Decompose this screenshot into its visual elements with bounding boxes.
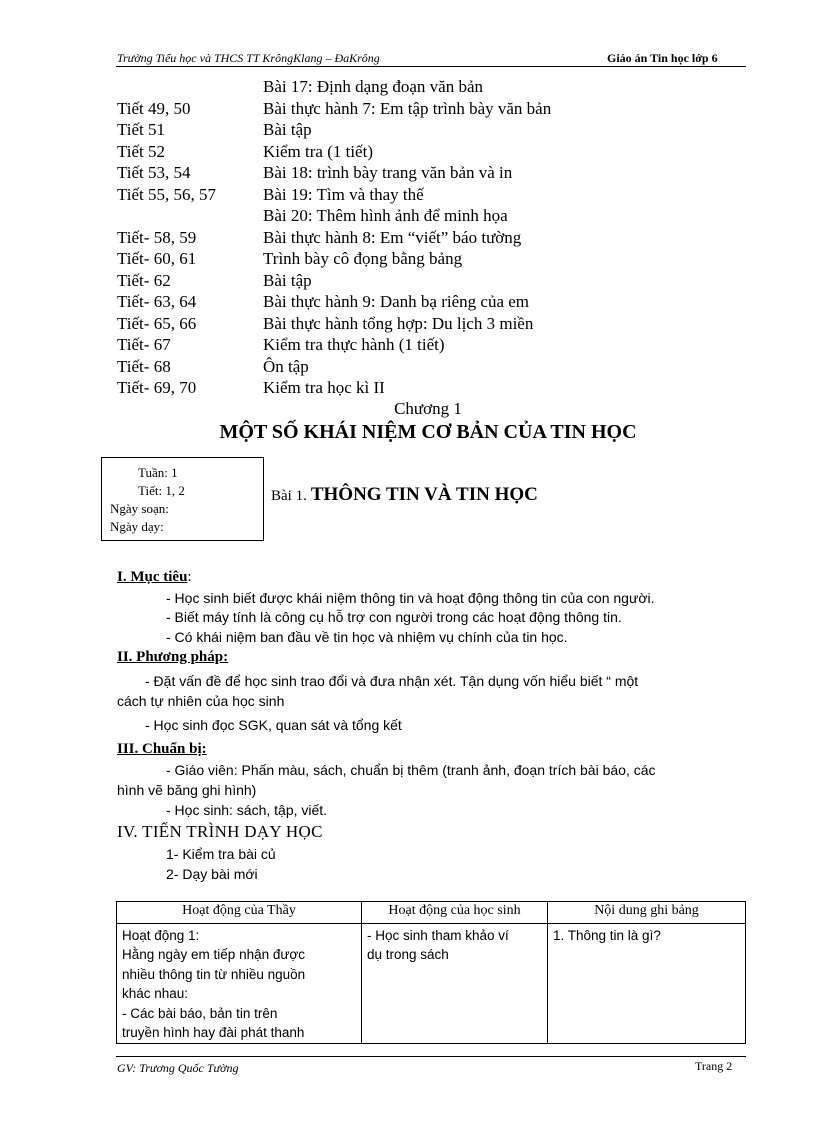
student-activity-cell: - Học sinh tham khảo ví dụ trong sách: [362, 924, 548, 1044]
board-content-cell: 1. Thông tin là gì?: [548, 924, 746, 1044]
section-method-heading: II. Phương pháp:: [117, 649, 229, 665]
table-row: [117, 924, 746, 1044]
lesson-info-box: [101, 457, 264, 541]
prep-teacher-line2: hình vẽ băng ghi hình): [117, 782, 257, 798]
objective-item: - Có khái niệm ban đầu về tin học và nhiệm vụ chính của tin học.: [166, 629, 568, 645]
chapter-title: MỘT SỐ KHÁI NIỆM CƠ BẢN CỦA TIN HỌC: [219, 421, 637, 443]
process-step: 1- Kiểm tra bài củ: [166, 846, 276, 862]
table-header-row: [117, 902, 746, 924]
col-header-board: Nội dung ghi bảng: [548, 902, 746, 924]
objective-item: - Học sinh biết được khái niệm thông tin và hoạt động thông tin của con người.: [166, 590, 655, 606]
footer-rule: [116, 1056, 746, 1057]
col-header-student: Hoạt động của học sinh: [362, 902, 548, 924]
prep-teacher-line1: - Giáo viên: Phấn màu, sách, chuẩn bị thêm (tranh ảnh, đoạn trích bài báo, các: [166, 762, 656, 778]
footer-page-number: Trang 2: [695, 1059, 733, 1073]
process-step: 2- Dạy bài mới: [166, 866, 258, 882]
lesson-plan-table: [116, 901, 746, 1044]
section-objectives-heading: I. Mục tiêu:: [117, 569, 192, 585]
method-para1-line2: cách tự nhiên của học sinh: [117, 693, 285, 709]
prep-date-label: Ngày soạn:: [110, 501, 169, 516]
lesson-prefix: Bài 1.: [271, 488, 307, 504]
period-label: Tiết: 1, 2: [138, 483, 185, 498]
header-school: Trường Tiểu học và THCS TT KrôngKlang – ĐaKrông: [117, 51, 380, 65]
week-label: Tuần: 1: [138, 465, 178, 480]
section-preparation-heading: III. Chuẩn bị:: [117, 741, 207, 757]
header-subject: Giáo án Tin học lớp 6: [607, 51, 718, 65]
col-header-teacher: Hoạt động của Thầy: [117, 902, 362, 924]
lesson-title: THÔNG TIN VÀ TIN HỌC: [310, 484, 538, 505]
objective-item: - Biết máy tính là công cụ hỗ trợ con người trong các hoạt động thông tin.: [166, 609, 622, 625]
chapter-number: Chương 1: [394, 399, 462, 418]
method-para1-line1: - Đặt vấn đề để học sinh trao đổi và đưa nhận xét. Tận dụng vốn hiểu biết “ một: [145, 673, 639, 689]
header-rule: [116, 66, 746, 67]
teach-date-label: Ngày dạy:: [110, 519, 164, 534]
section-process-heading: IV. TIẾN TRÌNH DẠY HỌC: [117, 822, 323, 841]
prep-student: - Học sinh: sách, tập, viết.: [166, 802, 328, 818]
method-para2: - Học sinh đọc SGK, quan sát và tổng kết: [145, 717, 402, 733]
teacher-activity-cell: Hoạt động 1: Hằng ngày em tiếp nhận được nhiều thông tin từ nhiều nguồn khác nhau: - Các bài báo, bản tin trên truyền hình hay đài phát thanh: [117, 924, 362, 1044]
footer-teacher: GV: Trương Quốc Tường: [117, 1061, 239, 1075]
lesson-heading: [271, 484, 538, 506]
